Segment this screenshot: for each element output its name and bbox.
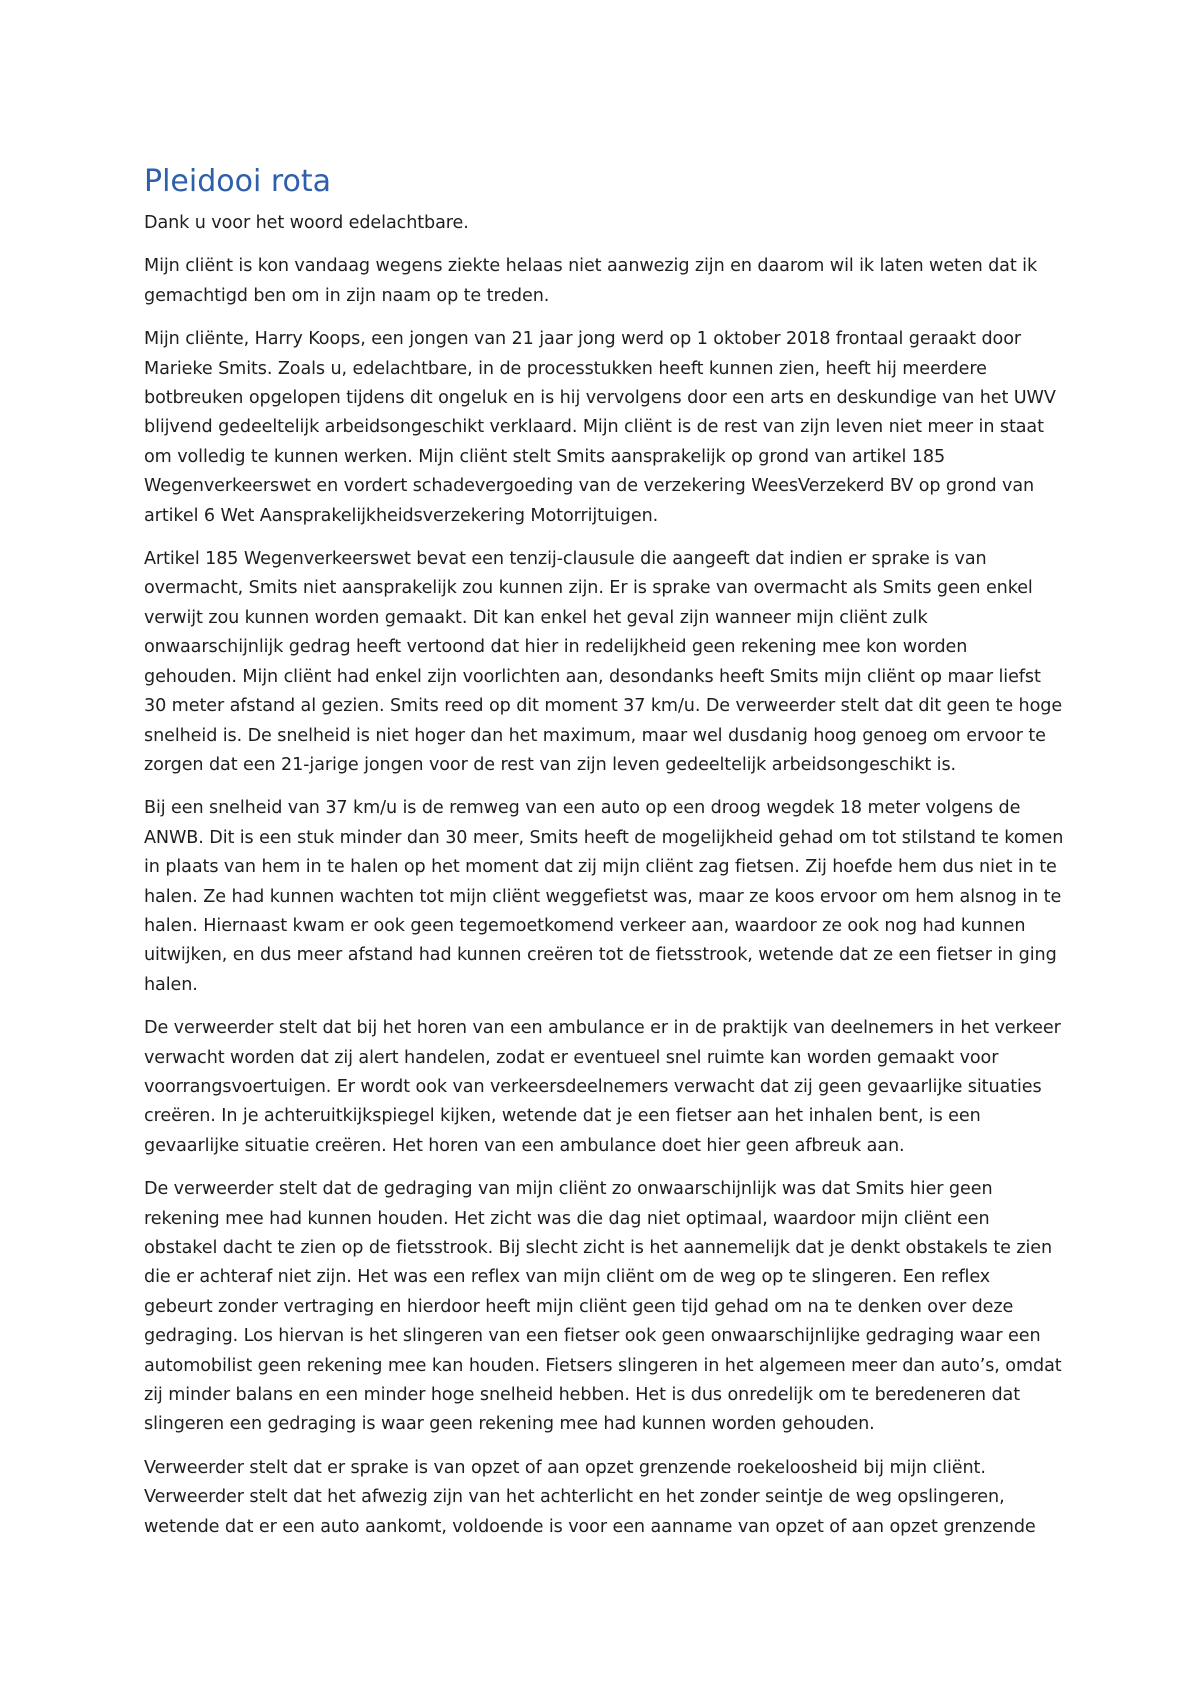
paragraph-intent: Verweerder stelt dat er sprake is van opzet of aan opzet grenzende roekeloosheid bij mijn cliënt. Verweerder stelt dat het afwezig zijn van het achterlicht en het zonder seintje de weg opslingeren, wetende dat er een auto aankomt, voldoende is voor een aanname van opzet of aan opzet grenzende [144, 1457, 1036, 1537]
paragraph-force-majeure: Artikel 185 Wegenverkeerswet bevat een tenzij-clausule die aangeeft dat indien er sprake is van overmacht, Smits niet aansprakelijk zou kunnen zijn. Er is sprake van overmacht als Smits geen enkel verwijt zou kunnen worden gemaakt. Dit kan enkel het geval zijn wanneer mijn cliënt zulk onwaarschijnlijk gedrag heeft vertoond dat hier in redelijkheid geen rekening mee kon worden gehouden. Mijn cliënt had enkel zijn voorlichten aan, desondanks heeft Smits mijn cliënt op maar liefst 30 meter afstand al gezien. Smits reed op dit moment 37 km/u. De verweerder stelt dat dit geen te hoge snelheid is. De snelheid is niet hoger dan het maximum, maar wel dusdanig hoog genoeg om ervoor te zorgen dat een 21-jarige jongen voor de rest van zijn leven gedeeltelijk arbeidsongeschikt is. [144, 549, 1063, 775]
document-title: Pleidooi rota [144, 164, 332, 199]
document-body [144, 163, 1064, 1556]
paragraph-swerving: De verweerder stelt dat de gedraging van mijn cliënt zo onwaarschijnlijk was dat Smits hier geen rekening mee had kunnen houden. Het zicht was die dag niet optimaal, waardoor mijn cliënt een obstakel dacht te zien op de fietsstrook. Bij slecht zicht is het aannemelijk dat je denkt obstakels te zien die er achteraf niet zijn. Het was een reflex van mijn cliënt om de weg op te slingeren. Een reflex gebeurt zonder vertraging en hierdoor heeft mijn cliënt geen tijd gehad om na te denken over deze gedraging. Los hiervan is het slingeren van een fietser ook geen onwaarschijnlijke gedraging waar een automobilist geen rekening mee kan houden. Fietsers slingeren in het algemeen meer dan auto’s, omdat zij minder balans en een minder hoge snelheid hebben. Het is dus onredelijk om te beredeneren dat slingeren een gedraging is waar geen rekening mee had kunnen worden gehouden. [144, 1179, 1062, 1435]
paragraph-authorization: Mijn cliënt is kon vandaag wegens ziekte helaas niet aanwezig zijn en daarom wil ik laten weten dat ik gemachtigd ben om in zijn naam op te treden. [144, 256, 1038, 306]
paragraph-ambulance: De verweerder stelt dat bij het horen van een ambulance er in de praktijk van deelnemers in het verkeer verwacht worden dat zij alert handelen, zodat er eventueel snel ruimte kan worden gemaakt voor voorrangsvoertuigen. Er wordt ook van verkeersdeelnemers verwacht dat zij geen gevaarlijke situaties creëren. In je achteruitkijkspiegel kijken, wetende dat je een fietser aan het inhalen bent, is een gevaarlijke situatie creëren. Het horen van een ambulance doet hier geen afbreuk aan. [144, 1018, 1061, 1156]
paragraph-braking-distance: Bij een snelheid van 37 km/u is de remweg van een auto op een droog wegdek 18 meter volgens de ANWB. Dit is een stuk minder dan 30 meer, Smits heeft de mogelijkheid gehad om tot stilstand te komen in plaats van hem in te halen op het moment dat zij mijn cliënt zag fietsen. Zij hoefde hem dus niet in te halen. Ze had kunnen wachten tot mijn cliënt weggefietst was, maar ze koos ervoor om hem alsnog in te halen. Hiernaast kwam er ook geen tegemoetkomend verkeer aan, waardoor ze ook nog had kunnen uitwijken, en dus meer afstand had kunnen creëren tot de fietsstrook, wetende dat ze een fietser in ging halen. [144, 798, 1064, 995]
paragraph-greeting: Dank u voor het woord edelachtbare. [144, 213, 469, 233]
paragraph-facts: Mijn cliënte, Harry Koops, een jongen van 21 jaar jong werd op 1 oktober 2018 frontaal geraakt door Marieke Smits. Zoals u, edelachtbare, in de processtukken heeft kunnen zien, heeft hij meerdere botbreuken opgelopen tijdens dit ongeluk en is hij vervolgens door een arts en deskundige van het UWV blijvend gedeeltelijk arbeidsongeschikt verklaard. Mijn cliënt is de rest van zijn leven niet meer in staat om volledig te kunnen werken. Mijn cliënt stelt Smits aansprakelijk op grond van artikel 185 Wegenverkeerswet en vordert schadevergoeding van de verzekering WeesVerzekerd BV op grond van artikel 6 Wet Aansprakelijkheidsverzekering Motorrijtuigen. [144, 329, 1056, 526]
